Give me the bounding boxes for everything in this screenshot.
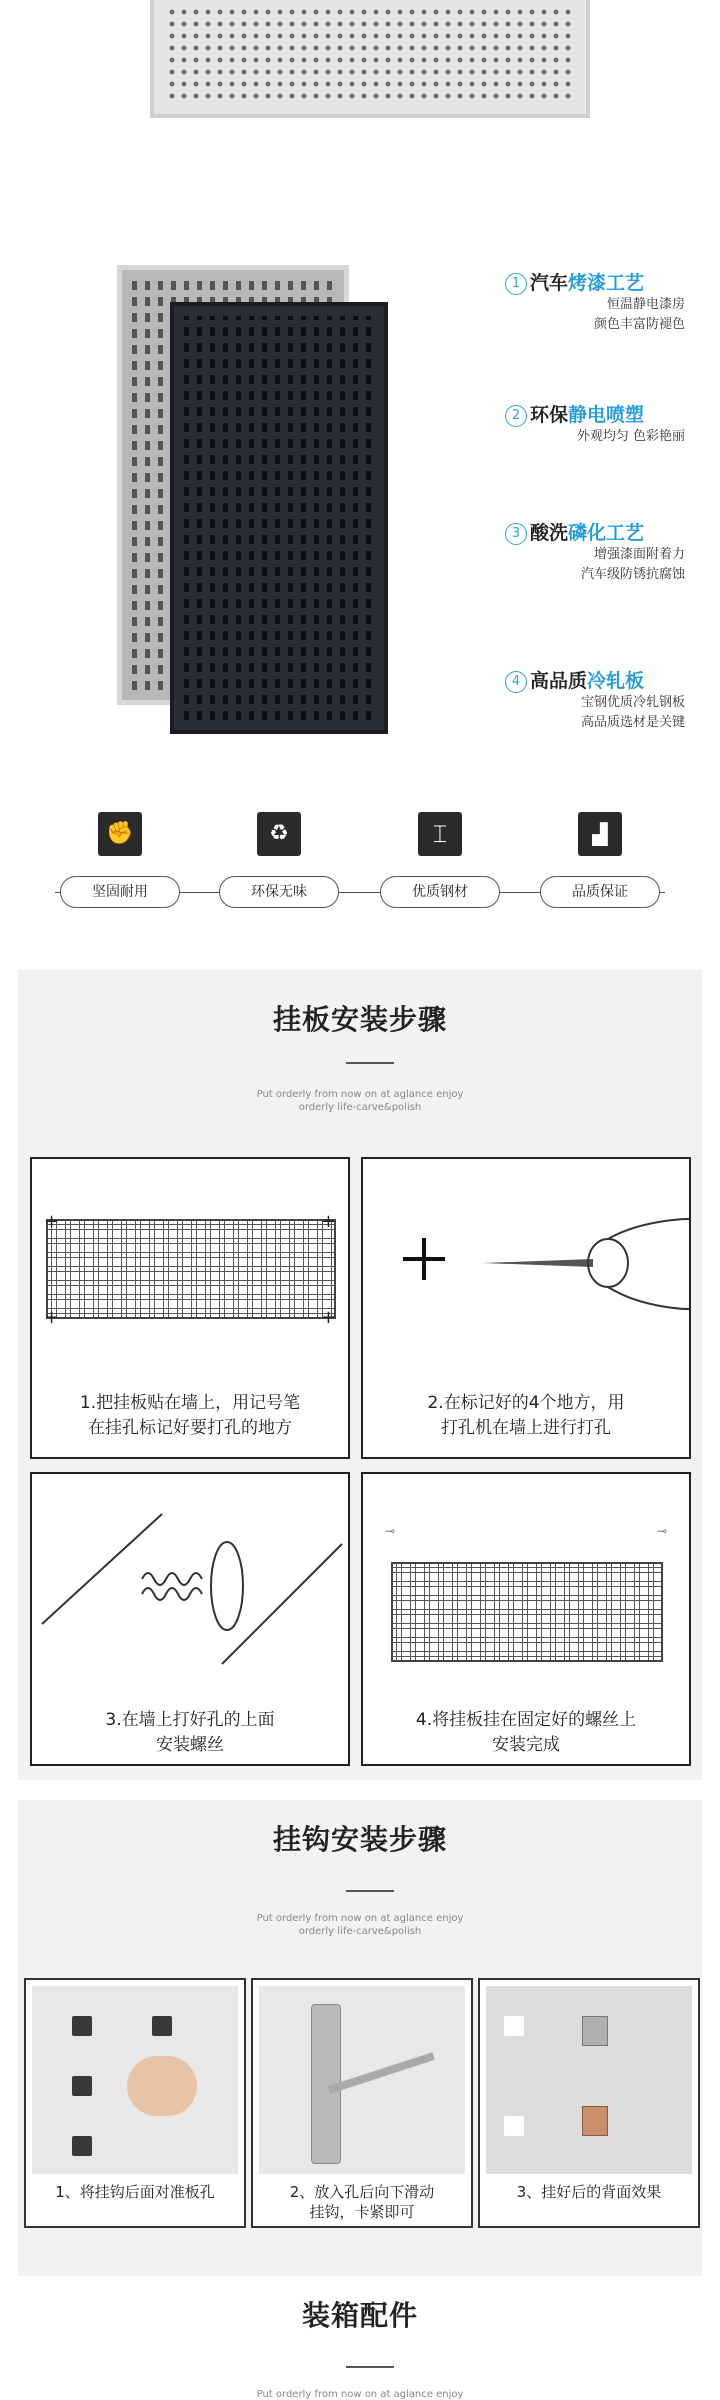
step-caption: 安装螺丝 xyxy=(156,1735,224,1755)
feature-title: 高品质 xyxy=(530,670,588,692)
packing-section xyxy=(0,2292,720,2400)
feature-line: 高品质选材是关键 xyxy=(580,715,685,730)
section-title: 挂板安装步骤 xyxy=(272,1003,447,1036)
badge-label: 坚固耐用 xyxy=(60,876,180,908)
hook-caption: 2、放入孔后向下滑动 xyxy=(289,2183,435,2201)
mark-plus-icon: + xyxy=(320,1307,336,1328)
screw-icon: ⊸ xyxy=(656,1524,667,1538)
step-caption: 打孔机在墙上进行打孔 xyxy=(441,1418,611,1438)
section-subtitle: orderly life-carve&polish xyxy=(298,1926,422,1937)
hook-step-3 xyxy=(478,1978,700,2228)
hook-photo xyxy=(259,1986,465,2174)
board-install-section xyxy=(18,970,702,1780)
feature-line: 外观均匀 色彩艳丽 xyxy=(576,429,685,444)
feature-line: 恒温静电漆房 xyxy=(606,297,685,312)
feature-number: 4 xyxy=(505,671,527,693)
feature-highlight: 静电喷塑 xyxy=(568,404,645,426)
black-pegboard-image xyxy=(170,302,388,734)
badge-durable xyxy=(60,812,180,908)
feature-line: 颜色丰富防褪色 xyxy=(593,317,685,332)
title-divider xyxy=(346,2366,394,2368)
feature-highlight: 烤漆工艺 xyxy=(568,272,645,294)
feature-4 xyxy=(505,666,705,733)
step-caption: 1.把挂板贴在墙上，用记号笔 xyxy=(79,1393,301,1413)
drill-drawing xyxy=(363,1159,689,1379)
pegboard-image-top xyxy=(150,0,590,118)
hook-arm xyxy=(328,2052,435,2094)
feature-number: 1 xyxy=(505,273,527,295)
feature-title: 环保 xyxy=(530,404,569,426)
badge-label: 品质保证 xyxy=(540,876,660,908)
step-caption: 4.将挂板挂在固定好的螺丝上 xyxy=(415,1710,637,1730)
section-subtitle: Put orderly from now on at aglance enjoy xyxy=(256,1089,464,1100)
title-divider xyxy=(346,1062,394,1064)
badge-quality xyxy=(540,812,660,908)
feature-3 xyxy=(505,518,705,585)
feature-line: 宝钢优质冷轧钢板 xyxy=(580,695,685,710)
title-divider xyxy=(346,1890,394,1892)
install-step-4 xyxy=(361,1472,691,1766)
steel-beam-icon: ⌶ xyxy=(418,812,462,856)
step-caption: 2.在标记好的4个地方，用 xyxy=(427,1393,625,1413)
screw-drawing xyxy=(32,1474,348,1694)
hook-step-2 xyxy=(251,1978,473,2228)
hook-caption: 1、将挂钩后面对准板孔 xyxy=(55,2183,215,2201)
factory-icon: ▟ xyxy=(578,812,622,856)
feature-highlight: 磷化工艺 xyxy=(568,522,645,544)
feature-number: 3 xyxy=(505,523,527,545)
feature-title: 酸洗 xyxy=(530,522,569,544)
feature-2 xyxy=(505,400,705,447)
badge-label: 优质钢材 xyxy=(380,876,500,908)
badge-label: 环保无味 xyxy=(219,876,339,908)
install-step-2 xyxy=(361,1157,691,1459)
section-title: 挂钩安装步骤 xyxy=(272,1823,447,1856)
quality-badges xyxy=(0,812,720,922)
feature-highlight: 冷轧板 xyxy=(587,670,645,692)
section-subtitle: Put orderly from now on at aglance enjoy xyxy=(256,2389,464,2400)
install-step-3 xyxy=(30,1472,350,1766)
hook-photo xyxy=(486,1986,692,2174)
step-caption: 安装完成 xyxy=(492,1735,560,1755)
pegboard-drawing xyxy=(391,1562,663,1662)
mark-plus-icon: + xyxy=(44,1307,60,1328)
feature-number: 2 xyxy=(505,405,527,427)
install-step-1 xyxy=(30,1157,350,1459)
section-title: 装箱配件 xyxy=(301,2299,418,2332)
hook-photo xyxy=(32,1986,238,2174)
section-subtitle: Put orderly from now on at aglance enjoy xyxy=(256,1913,464,1924)
pegboard-drawing xyxy=(46,1219,336,1319)
product-feature-section xyxy=(0,230,720,770)
feature-line: 增强漆面附着力 xyxy=(593,547,685,562)
section-subtitle: orderly life-carve&polish xyxy=(298,1102,422,1113)
recycle-icon: ♻ xyxy=(257,812,301,856)
step-caption: 3.在墙上打好孔的上面 xyxy=(105,1710,275,1730)
hook-back-clip xyxy=(582,2106,608,2136)
hook-step-1 xyxy=(24,1978,246,2228)
hook-install-section xyxy=(18,1800,702,2276)
feature-title: 汽车 xyxy=(530,272,569,294)
feature-line: 汽车级防锈抗腐蚀 xyxy=(580,567,685,582)
mark-plus-icon: + xyxy=(320,1211,336,1232)
screw-icon: ⊸ xyxy=(385,1524,396,1538)
feature-1 xyxy=(505,268,705,335)
hand-image xyxy=(127,2056,197,2116)
hook-back-clip xyxy=(582,2016,608,2046)
fist-icon: ✊ xyxy=(98,812,142,856)
step-caption: 在挂孔标记好要打孔的地方 xyxy=(88,1418,292,1438)
hook-caption: 3、挂好后的背面效果 xyxy=(516,2183,662,2201)
mark-plus-icon: + xyxy=(44,1211,60,1232)
badge-eco xyxy=(219,812,339,908)
hook-caption: 挂钩，卡紧即可 xyxy=(309,2203,415,2221)
badge-steel xyxy=(380,812,500,908)
